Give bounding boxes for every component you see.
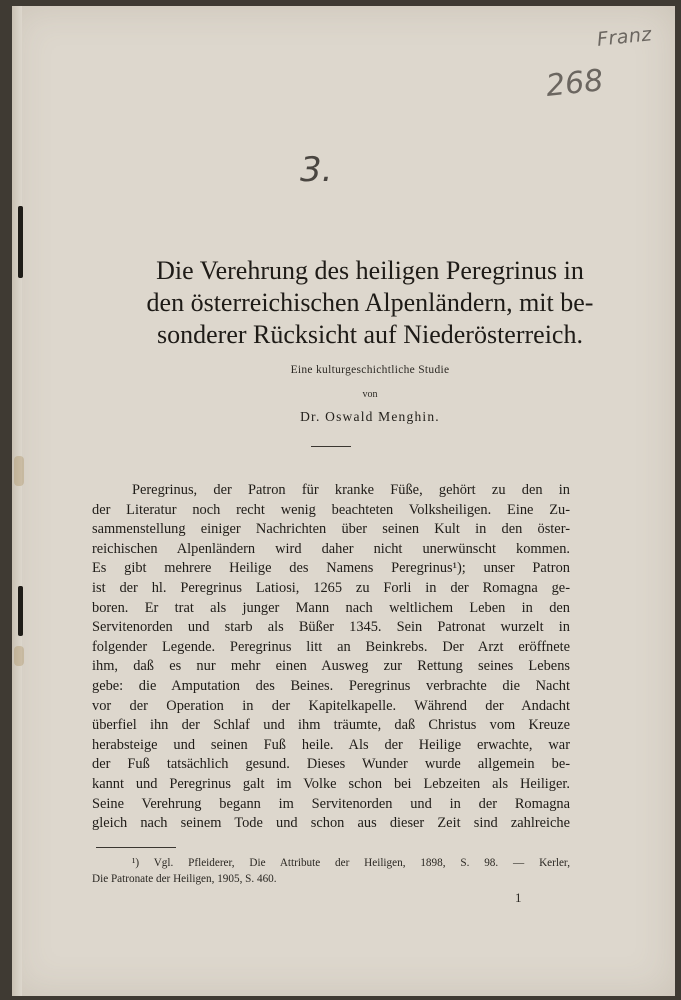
footnote [92, 855, 570, 887]
article-subtitle: Eine kulturgeschichtliche Studie [290, 364, 450, 376]
footnote-line: ¹) Vgl. Pfleiderer, Die Attribute der Heiligen, 1898, S. 98. — Kerler, [132, 857, 570, 869]
body-line: der Literatur noch recht wenig beachteten Volksheiligen. Eine Zu- [92, 501, 570, 518]
paper-stain [14, 646, 24, 666]
body-line: kannt und Peregrinus galt im Volke schon bei Lebzeiten als Heiliger. [92, 775, 570, 792]
body-line: herabsteige und seinen Fuß heile. Als der Heilige erwachte, war [92, 736, 570, 753]
body-line: Peregrinus, der Patron für kranke Füße, gehört zu den in [132, 482, 570, 498]
body-line: boren. Er trat als junger Mann nach weltlichem Leben in den [92, 599, 570, 616]
title-line: den österreichischen Alpenländern, mit be- [146, 288, 594, 317]
title-line: Die Verehrung des heiligen Peregrinus in [156, 256, 584, 285]
author-name: Dr. Oswald Menghin. [300, 409, 440, 424]
article-title [40, 255, 681, 351]
footnote-divider [96, 847, 176, 848]
body-text [92, 481, 570, 834]
body-line: ihm, daß es nur mehr einen Ausweg zur Rettung seines Lebens [92, 658, 570, 675]
body-line: sammenstellung einiger Nachrichten über seinen Kult in den öster- [92, 521, 570, 538]
staple-top [18, 206, 23, 278]
binding-edge [12, 6, 22, 996]
section-number: 3. [300, 150, 333, 190]
body-line: vor der Operation in der Kapitelkapelle. Während der Andacht [92, 697, 570, 714]
pencil-annotation-number: 268 [544, 63, 605, 104]
body-line: Seine Verehrung begann im Servitenorden und in der Romagna [92, 795, 570, 812]
body-line: folgender Legende. Peregrinus litt an Beinkrebs. Der Arzt eröffnete [92, 638, 570, 655]
body-line: Es gibt mehrere Heilige des Namens Peregrinus¹); unser Patron [92, 560, 570, 577]
page-number: 1 [515, 890, 522, 905]
paper-stain [14, 456, 24, 486]
body-line: ist der hl. Peregrinus Latiosi, 1265 zu Forli in der Romagna ge- [92, 579, 570, 596]
byline-von: von [362, 389, 378, 400]
pencil-annotation-name: Franz [596, 23, 653, 51]
body-line: gebe: die Amputation des Beines. Peregrinus verbrachte die Nacht [92, 677, 570, 694]
staple-bottom [18, 586, 23, 636]
body-line: der Fuß tatsächlich gesund. Dieses Wunder wurde allgemein be- [92, 756, 570, 773]
body-line: Servitenorden und starb als Büßer 1345. Sein Patronat wurzelt in [92, 619, 570, 636]
body-line: reichischen Alpenländern wird daher nicht unerwünscht kommen. [92, 540, 570, 557]
body-line: gleich nach seinem Tode und schon aus dieser Zeit sind zahlreiche [92, 815, 570, 832]
title-divider [311, 446, 351, 447]
body-line: überfiel ihn der Schlaf und ihm träumte, daß Christus vom Kreuze [92, 717, 570, 734]
footnote-line: Die Patronate der Heiligen, 1905, S. 460. [92, 873, 277, 885]
title-line: sonderer Rücksicht auf Niederösterreich. [157, 320, 583, 349]
